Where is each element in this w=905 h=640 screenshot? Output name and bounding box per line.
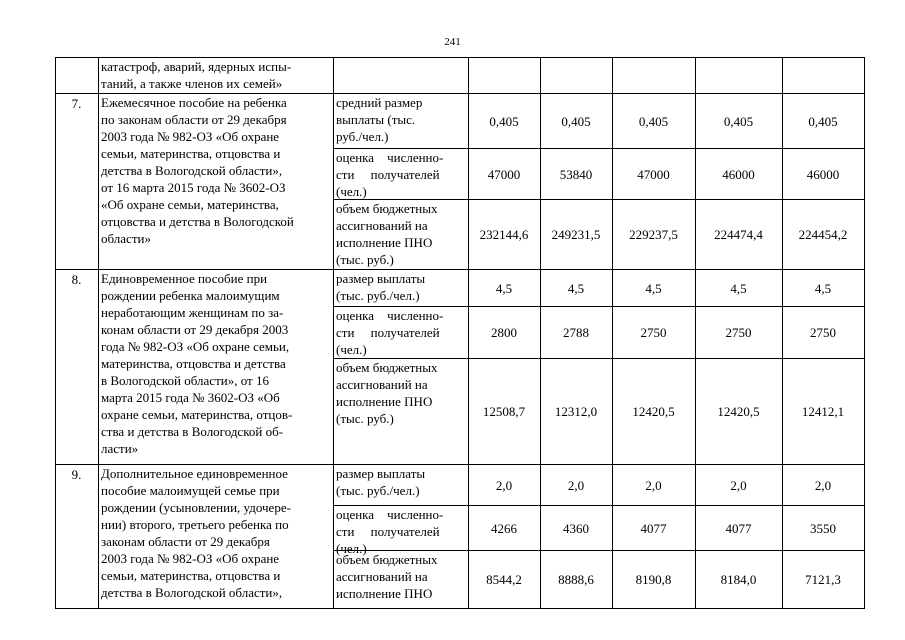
value-cell: 0,405 [561, 114, 591, 129]
criterion-label: размер выплаты (тыс. руб./чел.) [336, 466, 426, 498]
row-number: 7. [71, 96, 82, 111]
column-line [55, 57, 56, 609]
value-cell: 47000 [487, 167, 521, 182]
row-description: Ежемесячное пособие на ребенка по законам области от 29 декабря 2003 года № 982-ОЗ «Об охране семьи, материнства, отцовства и детства в Вологодской области», от 16 марта 2015 года № 3602-ОЗ «Об охране семьи, материнства, отцовства и детства в Вологодской области» [101, 95, 294, 246]
value-cell: 8888,6 [558, 572, 594, 587]
value-cell: 0,405 [723, 114, 754, 129]
value-cell: 2,0 [814, 478, 832, 493]
value-cell: 46000 [722, 167, 755, 182]
value-cell: 4,5 [645, 281, 662, 296]
value-cell: 4360 [563, 521, 589, 536]
value-cell: 12412,1 [801, 404, 845, 419]
value-cell: 224454,2 [798, 227, 848, 242]
value-cell: 2,0 [730, 478, 747, 493]
row-description: Дополнительное единовременное пособие малоимущей семье при рождении (усыновлении, удочере- нии) второго, третьего ребенка по законам области от 29 декабря 2003 года № 982-ОЗ «Об охране семьи, материнства, отцовства и детства в Вологодской области», [101, 466, 291, 600]
criterion-label: объем бюджетных ассигнований на исполнение ПНО (тыс. руб.) [336, 201, 438, 267]
value-cell: 12420,5 [717, 404, 760, 419]
page-number: 241 [444, 36, 461, 48]
row-number: 9. [71, 467, 82, 482]
value-cell: 0,405 [808, 114, 838, 129]
value-cell: 4,5 [730, 281, 747, 296]
value-cell: 4,5 [814, 281, 832, 296]
value-cell: 8184,0 [720, 572, 757, 587]
value-cell: 4077 [640, 521, 667, 536]
continuation-text: катастроф, аварий, ядерных испы- таний, а также членов их семей» [101, 59, 292, 91]
value-cell: 2,0 [567, 478, 585, 493]
value-cell: 4,5 [567, 281, 585, 296]
criterion-label: размер выплаты (тыс. руб./чел.) [336, 271, 426, 303]
row-number: 8. [71, 272, 82, 287]
criterion-label: оценка численно- сти получателей (чел.) [336, 150, 444, 199]
value-cell: 8190,8 [635, 572, 672, 587]
value-cell: 47000 [637, 167, 670, 182]
value-cell: 12508,7 [482, 404, 526, 419]
column-line [98, 57, 99, 609]
value-cell: 7121,3 [805, 572, 841, 587]
value-cell: 2788 [563, 325, 589, 340]
column-line [864, 57, 865, 609]
table-border-bottom [55, 608, 865, 609]
value-cell: 2750 [810, 325, 836, 340]
value-cell: 229237,5 [629, 227, 678, 242]
criterion-label: средний размер выплаты (тыс. руб./чел.) [336, 95, 423, 144]
criterion-label: оценка численно- сти получателей (чел.) [336, 308, 444, 357]
value-cell: 232144,6 [479, 227, 529, 242]
value-cell: 4,5 [495, 281, 513, 296]
value-cell: 249231,5 [551, 227, 601, 242]
value-cell: 12312,0 [554, 404, 598, 419]
value-cell: 224474,4 [714, 227, 763, 242]
value-cell: 2,0 [645, 478, 662, 493]
value-cell: 2800 [491, 325, 517, 340]
row-description: Единовременное пособие при рождении ребенка малоимущим неработающим женщинам по за- конам области от 29 декабря 2003 года № 982-ОЗ «Об охране семьи, материнства, отцовства и детства в Вологодской области», от 16 марта 2015 года № 3602-ОЗ «Об охране семьи, материнства, отцов- ства и детства в Вологодской об- ласти» [101, 271, 293, 456]
value-cell: 4266 [491, 521, 517, 536]
criterion-label: объем бюджетных ассигнований на исполнение ПНО (тыс. руб.) [336, 360, 438, 426]
value-cell: 12420,5 [632, 404, 675, 419]
column-line [333, 57, 334, 609]
value-cell: 0,405 [638, 114, 669, 129]
criterion-label: объем бюджетных ассигнований на исполнение ПНО [336, 552, 438, 601]
value-cell: 2,0 [495, 478, 513, 493]
value-cell: 46000 [806, 167, 840, 182]
value-cell: 2750 [725, 325, 752, 340]
value-cell: 53840 [559, 167, 593, 182]
value-cell: 4077 [725, 521, 752, 536]
value-cell: 2750 [640, 325, 667, 340]
value-cell: 3550 [810, 521, 836, 536]
value-cell: 0,405 [489, 114, 519, 129]
criterion-label: оценка численно- сти получателей (чел.) [336, 507, 444, 556]
value-cell: 8544,2 [486, 572, 522, 587]
